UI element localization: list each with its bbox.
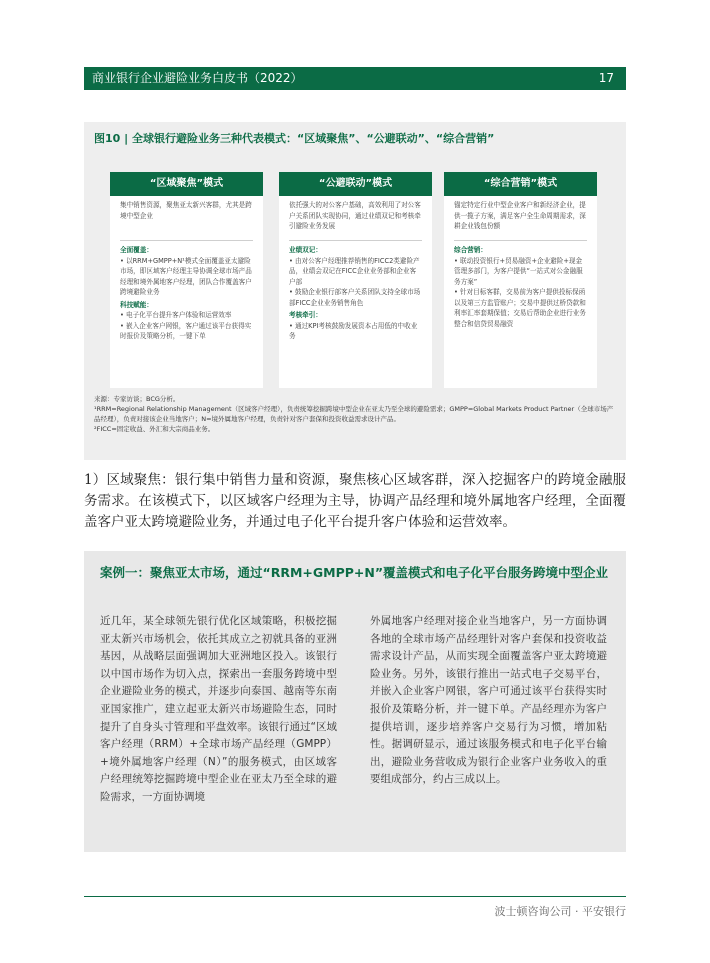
case-text-left: 近几年，某全球领先银行优化区域策略，积极挖掘亚太新兴市场机会，依托其成立之初就具备的亚洲基因，从战略层面强调加大亚洲地区投入。该银行以中国市场作为切入点，探索出一套服务跨境中型企业避险业务的模式，并逐步向泰国、越南等东南亚国家推广，建立起亚太新兴市场避险生态，同时提升了自身头寸管理和平盘效率。该银行通过“区域客户经理（RRM）+全球市场产品经理（GMPP）+境外属地客户经理（N）”的服务模式，由区域客户经理统筹挖掘跨境中型企业在亚太乃至全球的避险需求，一方面协调境 (100, 615, 337, 803)
section-item: • 电子化平台提升客户体验和运营效率 (120, 310, 253, 321)
figure-title: 图10 | 全球银行避险业务三种代表模式：“区域聚焦”、“公避联动”、“综合营销” (94, 132, 495, 145)
section-item: • 针对目标客群，交易前为客户提供投标保函以及第三方监管账户；交易中提供过桥贷款和利率汇率套期保值；交易后帮助企业进行业务整合和信贷贸易融资 (454, 287, 587, 329)
section-title: 综合营销： (454, 246, 487, 254)
mode-card-heading: “区域聚焦”模式 (110, 172, 263, 196)
section-item: • 通过KPI考核鼓励发展资本占用低的中收业务 (289, 321, 422, 342)
section-title: 考核牵引： (289, 311, 322, 319)
mode-card-integrated (444, 172, 597, 388)
footer-text: 波士顿咨询公司 · 平安银行 (494, 905, 626, 918)
section-title: 科技赋能： (120, 300, 153, 309)
mode-card-heading: “综合营销”模式 (444, 172, 597, 196)
case-box (84, 551, 626, 852)
mode-card-intro: 锚定特定行业中型企业客户和新经济企业，提供一揽子方案，满足客户全生命周期需求，深耕企业钱包份额 (454, 200, 587, 241)
mode-card-intro: 集中销售资源，聚焦亚太新兴客群，尤其是跨境中型企业 (120, 200, 253, 241)
mode-card-linkage (279, 172, 432, 388)
section-item: • 以RRM+GMPP+N¹模式全面覆盖亚太避险市场，即区域客户经理主导协调全球市场产品经理和境外属地客户经理，团队合作覆盖客户跨境避险业务 (120, 256, 253, 298)
section-item: • 由对公客户经理推荐销售的FICC2类避险产品，业绩会双记在FICC企业业务部和企业客户部 (289, 256, 422, 288)
figure-box (84, 122, 626, 460)
section-item: • 嵌入企业客户网银，客户通过该平台获得实时报价及策略分析，一键下单 (120, 321, 253, 342)
section-item: • 鼓励企业银行部客户关系团队支持全球市场部FICC企业业务销售角色 (289, 287, 422, 308)
mode-card-intro: 依托强大的对公客户基础，高效利用了对公客户关系团队实现协同，通过业绩双记和考核牵引避险业务发展 (289, 200, 422, 241)
case-text-right: 外属地客户经理对接企业当地客户，另一方面协调各地的全球市场产品经理针对客户套保和投资收益需求设计产品，从而实现全面覆盖客户亚太跨境避险业务。另外，该银行推出一站式电子交易平台，并嵌入企业客户网银，客户可通过该平台获得实时报价及策略分析，并一键下单。产品经理亦为客户提供培训，逐步培养客户交易行为习惯，增加粘性。据调研显示，通过该服务模式和电子化平台输出，避险业务营收成为银行企业客户业务收入的重要组成部分，约占三成以上。 (370, 615, 607, 786)
page-header (84, 67, 626, 90)
mode-card-heading: “公避联动”模式 (279, 172, 432, 196)
note-2: ²FICC=固定收益、外汇和大宗商品业务。 (94, 425, 215, 433)
note-1: ¹RRM=Regional Relationship Management（区域客户经理），负责统筹挖掘跨境中型企业在亚太乃至全球的避险需求；GMPP=Global Markets Product Partner（全球市场产品经理），负责对接该企业当地客户；N=境外属地客户经理，负责针对客户套保和投资收益需求设计产品。 (94, 405, 614, 423)
page-number: 17 (598, 71, 614, 85)
section-item: • 联动投资银行+贸易融资+企业避险+现金管理多部门，为客户提供“一站式对公金融服务方案” (454, 256, 587, 288)
figure-notes (94, 394, 616, 434)
mode-card-regional (110, 172, 263, 388)
body-paragraph: 1）区域聚焦：银行集中销售力量和资源，聚焦核心区域客群，深入挖掘客户的跨境金融服务需求。在该模式下，以区域客户经理为主导，协调产品经理和境外属地客户经理，全面覆盖客户亚太跨境避险业务，并通过电子化平台提升客户体验和运营效率。 (84, 472, 626, 530)
note-source: 来源：专家访谈；BCG分析。 (94, 395, 180, 403)
case-title: 案例一：聚焦亚太市场，通过“RRM+GMPP+N”覆盖模式和电子化平台服务跨境中型企业 (100, 565, 609, 580)
header-title: 商业银行企业避险业务白皮书（2022） (92, 71, 303, 85)
section-title: 业绩双记： (289, 246, 322, 254)
section-title: 全面覆盖： (120, 246, 153, 254)
footer-divider (84, 896, 626, 897)
